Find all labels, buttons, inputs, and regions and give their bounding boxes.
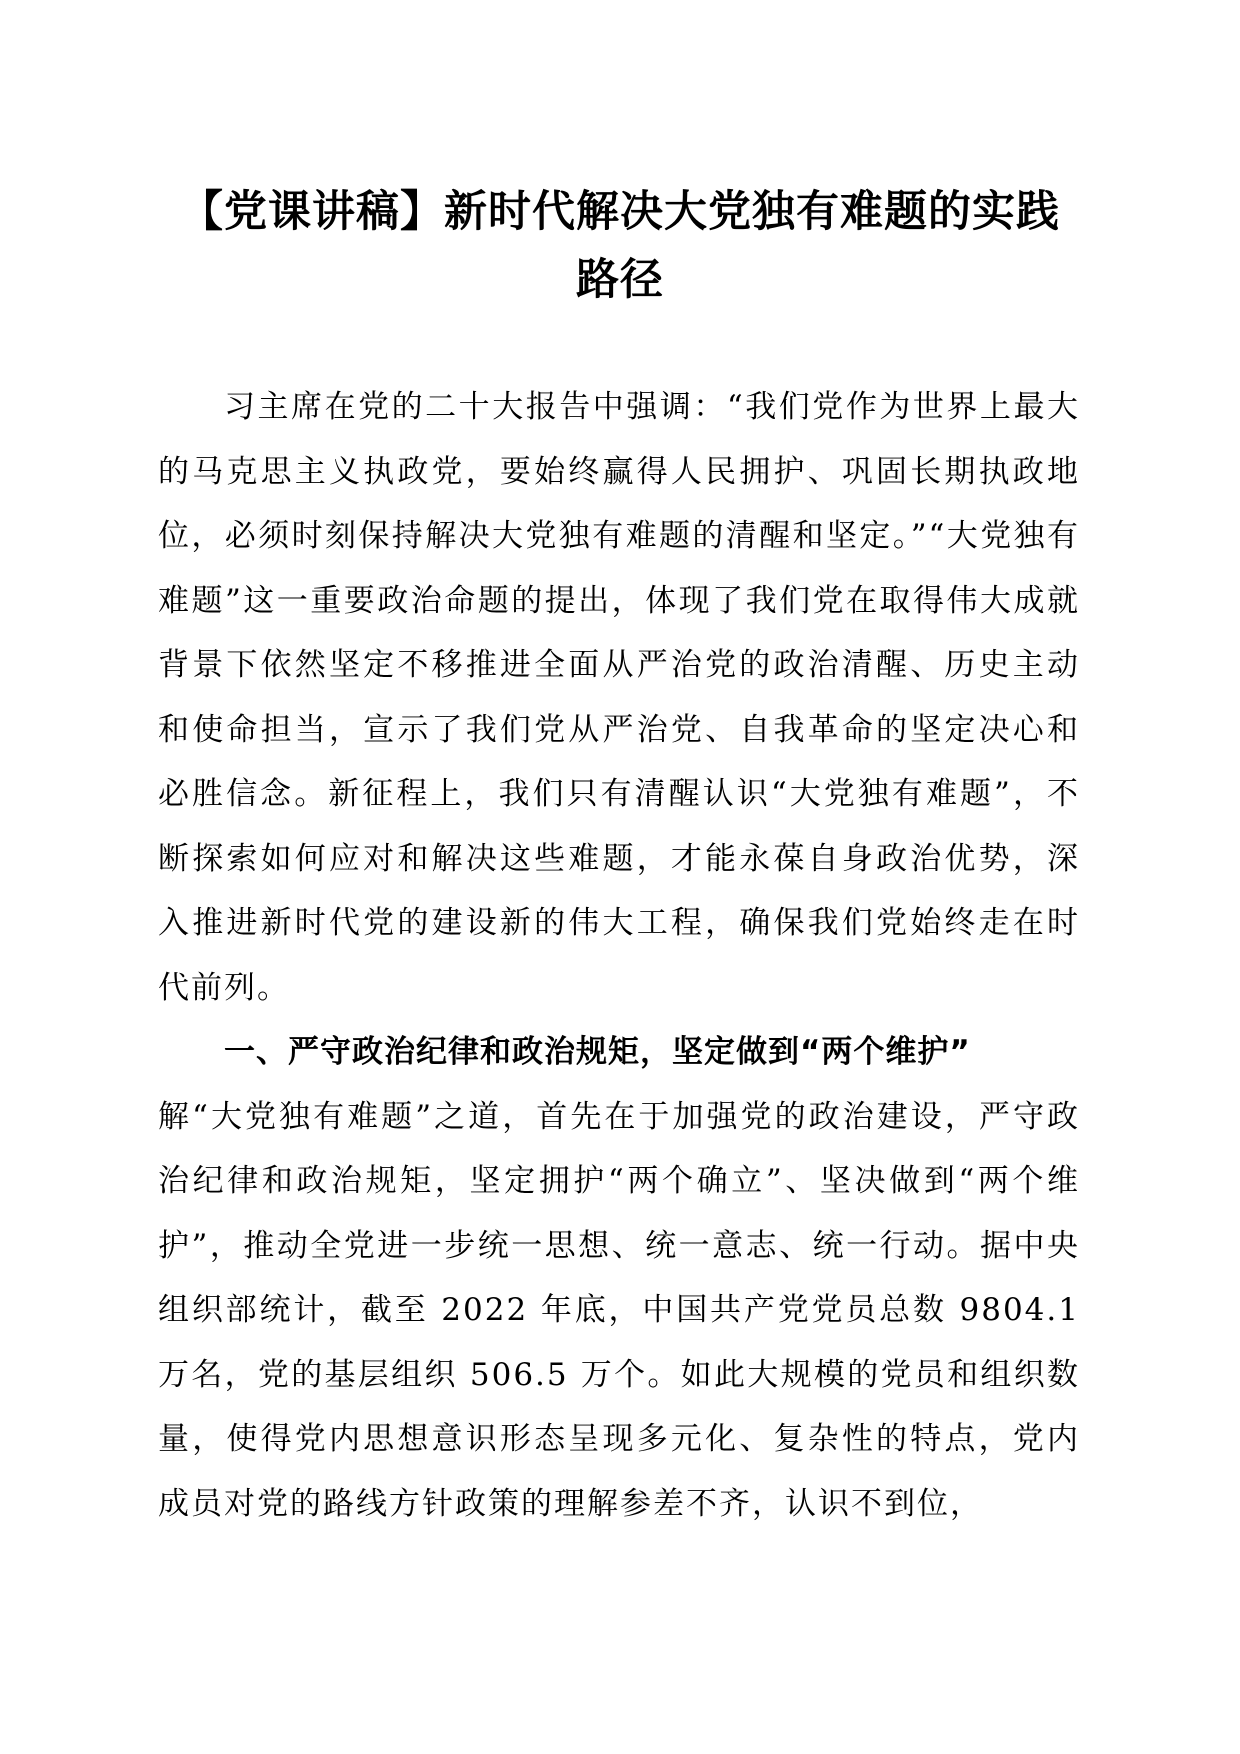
intro-paragraph: 习主席在党的二十大报告中强调：“我们党作为世界上最大的马克思主义执政党，要始终赢得人民拥护、巩固长期执政地位，必须时刻保持解决大党独有难题的清醒和坚定。”“大党独有难题”这一重要政治命题的提出，体现了我们党在取得伟大成就背景下依然坚定不移推进全面从严治党的政治清醒、历史主动和使命担当，宣示了我们党从严治党、自我革命的坚定决心和必胜信念。新征程上，我们只有清醒认识“大党独有难题”，不断探索如何应对和解决这些难题，才能永葆自身政治优势，深入推进新时代党的建设新的伟大工程，确保我们党始终走在时代前列。 [158, 389, 1080, 1006]
document-title [150, 178, 1090, 314]
section-1-paragraph: 解“大党独有难题”之道，首先在于加强党的政治建设，严守政治纪律和政治规矩，坚定拥护“两个确立”、坚决做到“两个维护”，推动全党进一步统一思想、统一意志、统一行动。据中央组织部统计，截至 2022 年底，中国共产党党员总数 9804.1 万名，党的基层组织 506.5 万个。如此大规模的党员和组织数量，使得党内思想意识形态呈现多元化、复杂性的特点，党内成员对党的路线方针政策的理解参差不齐，认识不到位， [158, 1098, 1080, 1522]
title-line-2: 路径 [576, 255, 664, 305]
title-line-1: 【党课讲稿】新时代解决大党独有难题的实践 [180, 187, 1060, 237]
section-heading-1: 一、严守政治纪律和政治规矩，坚定做到“两个维护” [224, 1034, 971, 1070]
document-body [158, 375, 1080, 1536]
